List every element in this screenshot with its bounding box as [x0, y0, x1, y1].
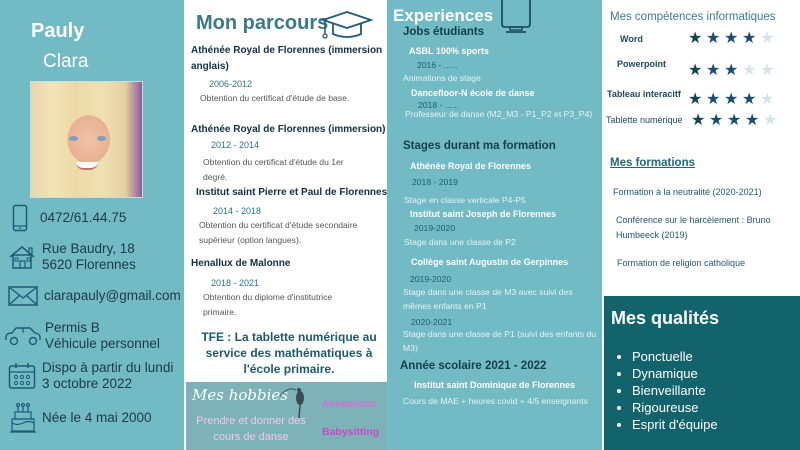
skill-tableau [602, 89, 797, 107]
skill-label: Tablette numérique [606, 115, 683, 125]
star-empty-icon: ★ [760, 62, 775, 79]
email-address: clarapauly@gmail.com [44, 288, 181, 303]
job-name: ASBL 100% sports [409, 46, 489, 56]
star-filled-icon: ★ [724, 62, 739, 79]
star-filled-icon: ★ [706, 62, 721, 79]
contact-email [8, 286, 181, 306]
phone-icon [12, 204, 28, 232]
hobby-dance: Prendre et donner des cours de danse [196, 415, 306, 443]
quality-item: • Ponctuelle [632, 348, 718, 365]
star-filled-icon: ★ [688, 91, 703, 108]
formation-item: Conférence sur le harcèlement : Bruno Humbeeck (2019) [616, 215, 771, 240]
star-empty-icon: ★ [763, 112, 778, 129]
star-filled-icon: ★ [691, 112, 706, 129]
education-item [191, 256, 387, 320]
qualites-list [632, 348, 718, 433]
star-empty-icon: ★ [742, 62, 757, 79]
star-filled-icon: ★ [742, 91, 757, 108]
star-filled-icon: ★ [688, 30, 703, 47]
availability-line1: Dispo à partir du lundi [42, 360, 174, 375]
star-rating [688, 63, 778, 79]
star-rating [691, 113, 781, 129]
stage-years: 2019-2020 [414, 223, 456, 233]
availability-line2: 3 octobre 2022 [42, 376, 133, 391]
cake-icon [10, 402, 36, 434]
school-name: Henallux de Malonne [191, 258, 291, 269]
job-description: Professeur de danse (M2_M3 - P1_P2 et P3_P4) [405, 109, 593, 119]
current-school: Institut saint Dominique de Florennes [414, 380, 576, 390]
address-city: 5620 Florennes [42, 257, 136, 272]
stage-years: 2018 - 2019 [412, 177, 458, 187]
skill-powerpoint [602, 59, 797, 77]
stage-description: Stage en classe verticale P4-P5 [404, 195, 526, 205]
skill-label: Word [620, 34, 643, 44]
formations-title: Mes formations [610, 157, 695, 169]
mail-icon [8, 286, 38, 306]
parcours-column [184, 0, 387, 450]
job-years: 2016 - ...... [417, 60, 459, 70]
stage-name: Athénée Royal de Florennes [410, 161, 532, 171]
current-description: Cours de MAE + heures covid + 4/5 enseignants [403, 396, 588, 406]
vehicle-info: Véhicule personnel [45, 336, 160, 351]
school-description: Obtention du diplome d'institutrice primaire. [203, 292, 333, 317]
quality-item: • Bienveillante [632, 382, 718, 399]
star-filled-icon: ★ [688, 62, 703, 79]
skill-tablette [602, 113, 797, 131]
star-filled-icon: ★ [709, 112, 724, 129]
education-item [191, 122, 387, 185]
star-filled-icon: ★ [727, 112, 742, 129]
school-years: 2006-2012 [209, 79, 253, 89]
quality-item: • Esprit d'équipe [632, 416, 718, 433]
school-years: 2014 - 2018 [213, 206, 262, 216]
address-street: Rue Baudry, 18 [42, 241, 135, 256]
stage-description: Stage dans une classe de P2 [404, 237, 516, 247]
education-item [191, 43, 387, 106]
monitor-icon [499, 0, 533, 34]
parcours-title: Mon parcours [196, 12, 329, 34]
school-description: Obtention du certificat d'étude de base. [200, 93, 350, 103]
skill-label: Tableau interacitf [607, 89, 681, 99]
job-name: Dancefloor-N école de danse [411, 88, 535, 98]
house-icon [8, 244, 36, 270]
hobby-animations: Animations [322, 399, 377, 410]
hobby-babysitting: Babysitting [322, 426, 380, 438]
stages-heading: Stages durant ma formation [403, 140, 556, 152]
star-filled-icon: ★ [724, 91, 739, 108]
formation-item: Formation à la neutralité (2020-2021) [613, 187, 762, 197]
profile-photo [30, 81, 143, 198]
star-filled-icon: ★ [706, 30, 721, 47]
formation-item: Formation de religion catholique [617, 258, 746, 268]
experiences-column [387, 0, 599, 450]
star-filled-icon: ★ [742, 30, 757, 47]
stage-name: Collège saint Augustin de Gerpinnes [411, 257, 569, 267]
license-type: Permis B [45, 320, 100, 335]
school-name: Athénée Royal de Florennes (immersion) [191, 124, 386, 135]
skill-label: Powerpoint [617, 59, 666, 69]
star-rating [688, 92, 778, 108]
birthdate: Née le 4 mai 2000 [42, 410, 152, 425]
first-name: Clara [43, 51, 89, 72]
last-name: Pauly [31, 20, 85, 42]
star-filled-icon: ★ [724, 30, 739, 47]
jobs-heading: Jobs étudiants [403, 26, 485, 38]
school-year-heading: Année scolaire 2021 - 2022 [400, 360, 547, 372]
phone-number: 0472/61.44.75 [40, 210, 127, 225]
stage-years: 2020-2021 [411, 317, 453, 327]
quality-item: • Rigoureuse [632, 399, 718, 416]
competences-title: Mes compétences informatiques [610, 11, 776, 23]
calendar-icon [8, 362, 36, 390]
profile-sidebar [0, 0, 184, 450]
skill-word [602, 31, 797, 49]
stage-description: Stage dans une classe de P1 (suivi des enfants du M3) [403, 329, 597, 353]
car-icon [4, 325, 42, 347]
stage-years: 2019-2020 [410, 274, 452, 284]
star-empty-icon: ★ [760, 91, 775, 108]
hobbies-title: Mes hobbies [192, 386, 288, 404]
star-filled-icon: ★ [745, 112, 760, 129]
school-description: Obtention du certificat d'étude du 1er degré. [203, 157, 344, 182]
quality-item: • Dynamique [632, 365, 718, 382]
stage-name: Institut saint Joseph de Florennes [410, 209, 557, 219]
qualites-title: Mes qualités [611, 308, 720, 328]
education-item [196, 185, 392, 248]
school-description: Obtention du certificat d'étude secondaire supérieur (option langues). [199, 220, 358, 245]
graduation-cap-icon [321, 10, 373, 40]
star-filled-icon: ★ [706, 91, 721, 108]
tfe-title: TFE : La tablette numérique au service des mathématiques à l'école primaire. [201, 330, 377, 376]
experiences-title: Experiences [393, 6, 494, 25]
job-description: Animations de stage [403, 73, 481, 83]
school-name: Institut saint Pierre et Paul de Florennes [196, 187, 388, 198]
hobbies-box [186, 382, 389, 450]
contact-birthdate [10, 402, 152, 434]
contact-address [8, 241, 136, 273]
skills-column [599, 0, 800, 450]
contact-availability [8, 360, 173, 392]
school-years: 2012 - 2014 [211, 140, 260, 150]
star-empty-icon: ★ [760, 30, 775, 47]
contact-phone [12, 204, 126, 232]
school-name: Athénée Royal de Florennes (immersion anglais) [191, 45, 383, 72]
job-years: 2018 - ...... [418, 100, 460, 110]
star-rating [688, 31, 778, 47]
contact-license [4, 320, 160, 352]
school-years: 2018 - 2021 [211, 278, 260, 288]
stage-description: Stage dans une classe de M3 avec suivi des mêmes enfants en P1 [403, 287, 573, 311]
qualites-box [604, 296, 800, 450]
